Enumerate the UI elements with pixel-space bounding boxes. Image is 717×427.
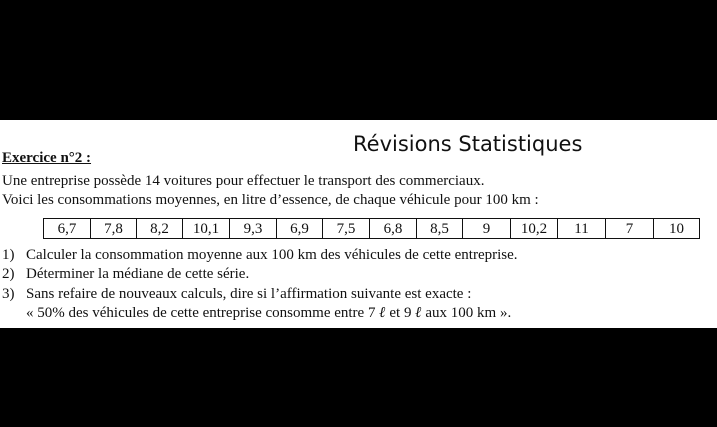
question-text: Calculer la consommation moyenne aux 100 km des véhicules de cette entreprise. (26, 247, 518, 263)
consumption-table (43, 218, 700, 239)
question-number: 1) (2, 247, 15, 263)
worksheet (0, 120, 717, 328)
table-cell: 6,8 (370, 219, 417, 239)
top-black-band (0, 0, 717, 120)
question-3 (2, 286, 471, 303)
table-cell: 7,5 (323, 219, 370, 239)
intro-line-1: Une entreprise possède 14 voitures pour effectuer le transport des commerciaux. (2, 173, 485, 189)
quote-part-1: « 50% des véhicules de cette entreprise consomme entre 7 (26, 305, 376, 321)
bottom-black-band (0, 328, 717, 427)
table-cell: 9 (463, 219, 511, 239)
table-cell: 10,1 (183, 219, 230, 239)
exercise-heading: Exercice n°2 : (2, 150, 92, 166)
question-text: Déterminer la médiane de cette série. (26, 266, 250, 282)
page-title: Révisions Statistiques (353, 132, 583, 156)
table-cell: 11 (558, 219, 606, 239)
question-number: 2) (2, 266, 15, 282)
table-cell: 7 (606, 219, 654, 239)
quote-part-2: et 9 (389, 305, 412, 321)
question-text: Sans refaire de nouveaux calculs, dire si l’affirmation suivante est exacte : (26, 286, 472, 302)
table-cell: 10,2 (511, 219, 558, 239)
litre-symbol: ℓ (379, 305, 386, 321)
question-2 (2, 266, 249, 283)
table-cell: 9,3 (230, 219, 277, 239)
intro-line-2: Voici les consommations moyennes, en litre d’essence, de chaque véhicule pour 100 km : (2, 192, 539, 208)
question-number: 3) (2, 286, 15, 302)
table-cell: 7,8 (91, 219, 137, 239)
table-cell: 8,2 (137, 219, 183, 239)
statement-quote (26, 305, 511, 322)
table-row (44, 219, 700, 239)
quote-part-3: aux 100 km ». (425, 305, 512, 321)
litre-symbol: ℓ (415, 305, 422, 321)
table-cell: 6,9 (277, 219, 323, 239)
table-cell: 10 (654, 219, 700, 239)
question-1 (2, 247, 518, 264)
table-cell: 6,7 (44, 219, 91, 239)
table-cell: 8,5 (417, 219, 463, 239)
